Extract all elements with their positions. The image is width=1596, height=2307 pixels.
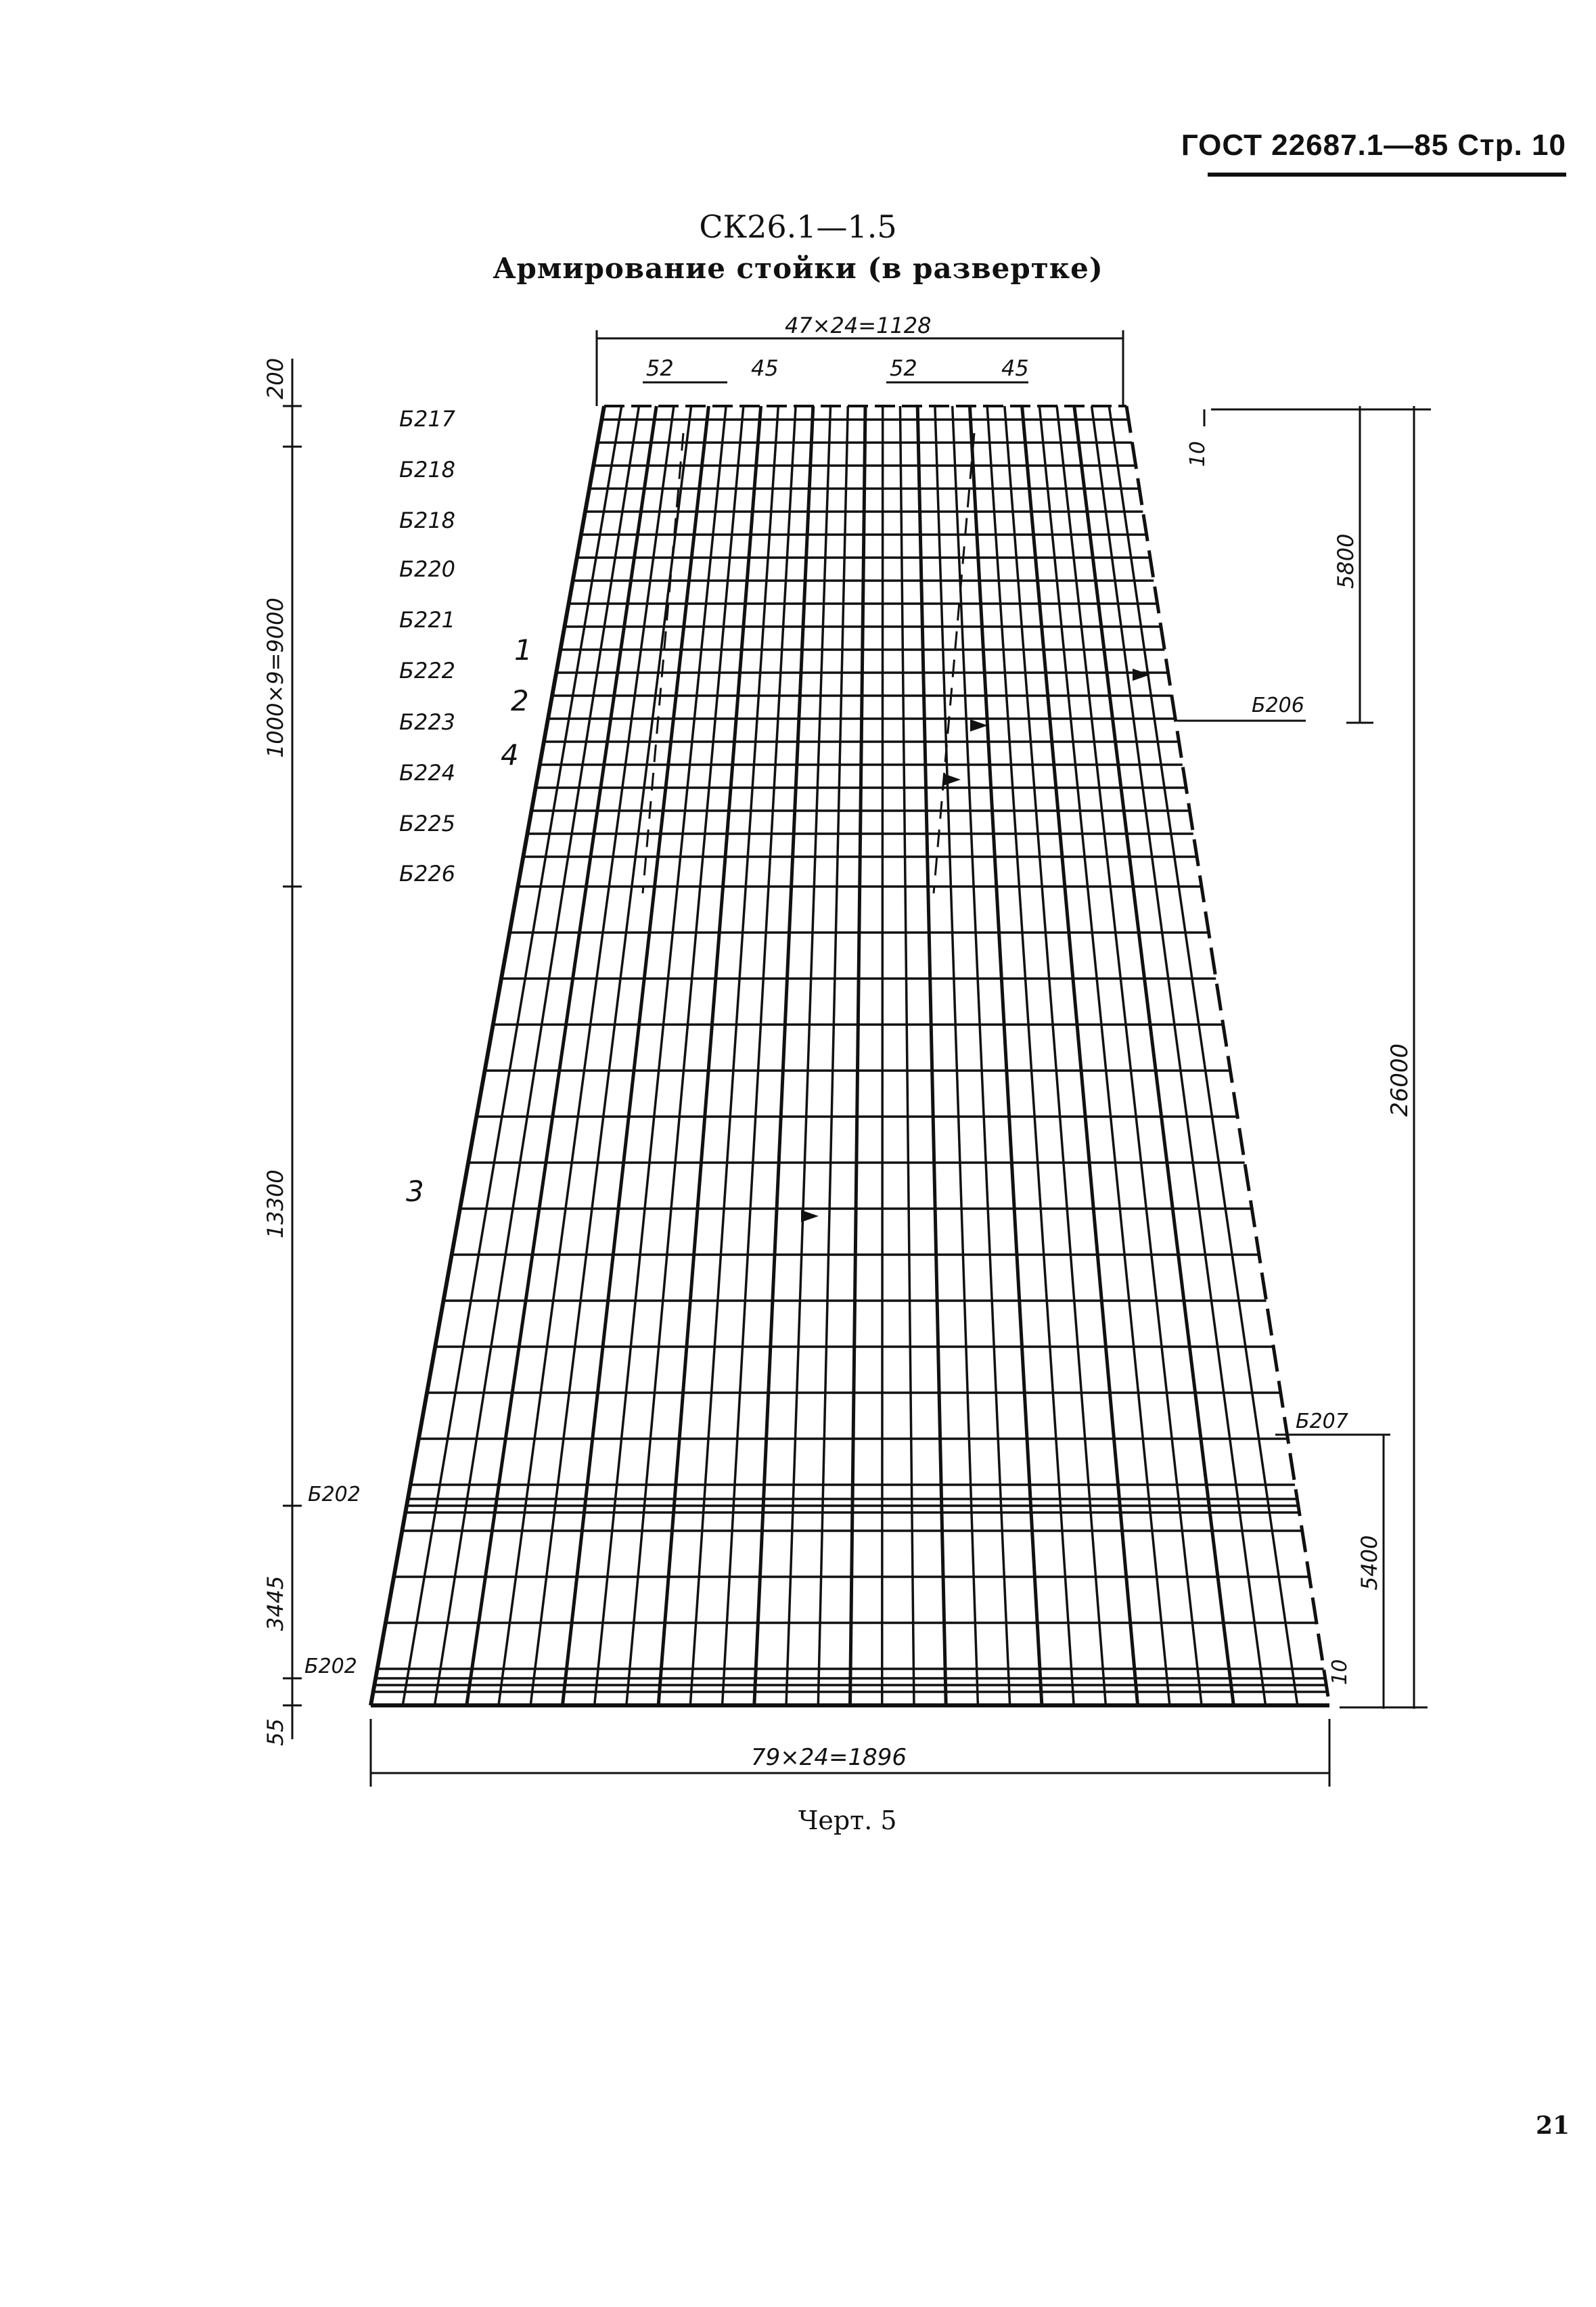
bar-label: Б224 — [399, 760, 456, 786]
lower-label-1: Б202 — [308, 1483, 361, 1506]
drawing-code: СК26.1—1.5 — [699, 208, 897, 245]
longitudinal-bar — [1074, 406, 1234, 1705]
longitudinal-bar — [626, 406, 744, 1705]
right-dim-lower: 5400 — [1356, 1535, 1382, 1590]
longitudinal-bar — [1109, 406, 1298, 1705]
standard-number: ГОСТ 22687.1—85 — [1181, 129, 1449, 162]
longitudinal-bar — [499, 406, 674, 1705]
longitudinal-bar — [882, 406, 883, 1705]
right-label-b206: Б206 — [1252, 694, 1304, 717]
longitudinal-bar — [1005, 406, 1106, 1705]
lower-label-2: Б202 — [304, 1655, 357, 1678]
dim-middle: 13300 — [263, 1169, 288, 1238]
dim-lower: 3445 — [263, 1575, 288, 1631]
stirrup-guide — [934, 433, 974, 893]
top-dim-b2: 45 — [1001, 355, 1029, 381]
right-dim-lower-small: 10 — [1328, 1659, 1352, 1685]
longitudinal-bar — [434, 406, 639, 1705]
drawing-title: Армирование стойки (в развертке) — [493, 252, 1103, 285]
bar-label: Б217 — [399, 406, 456, 432]
longitudinal-bar — [850, 406, 866, 1705]
drawing-caption: Черт. 5 — [798, 1806, 897, 1835]
dim-top: 200 — [263, 357, 288, 399]
longitudinal-bar — [786, 406, 831, 1705]
longitudinal-bar — [1039, 406, 1170, 1705]
callout-1: 1 — [514, 633, 532, 667]
top-dim-b1: 45 — [751, 355, 779, 381]
right-dim-upper: 5800 — [1333, 533, 1359, 589]
right-dim-upper-small: 10 — [1186, 441, 1210, 467]
longitudinal-bar — [403, 406, 622, 1705]
bar-label: Б221 — [399, 607, 456, 633]
bar-label: Б218 — [399, 457, 456, 483]
outline-left — [371, 406, 604, 1705]
bar-label: Б218 — [399, 508, 456, 533]
longitudinal-bar — [818, 406, 848, 1705]
page-label: Стр. 10 — [1457, 129, 1566, 162]
longitudinal-bar — [1022, 406, 1138, 1705]
longitudinal-bar — [595, 406, 726, 1705]
page-number: 21 — [1536, 2111, 1570, 2140]
callout-arrow — [970, 719, 988, 732]
right-label-b207: Б207 — [1296, 1410, 1348, 1433]
bar-label: Б225 — [399, 811, 456, 836]
bar-label: Б220 — [399, 556, 456, 582]
right-dim-total: 26000 — [1386, 1043, 1413, 1117]
callout-2: 2 — [511, 684, 529, 717]
bottom-dim: 79×24=1896 — [751, 1744, 907, 1771]
callout-arrow — [801, 1210, 819, 1222]
bar-label: Б226 — [399, 861, 456, 887]
longitudinal-bar — [530, 406, 691, 1705]
longitudinal-bar — [562, 406, 708, 1705]
longitudinal-bar — [658, 406, 761, 1705]
dim-bottom: 55 — [263, 1718, 288, 1746]
longitudinal-bar — [467, 406, 657, 1705]
longitudinal-bar — [1092, 406, 1266, 1705]
callout-3: 3 — [406, 1175, 424, 1208]
top-dim-a1: 52 — [646, 355, 674, 381]
bar-label: Б223 — [399, 709, 456, 735]
longitudinal-bar — [900, 406, 914, 1705]
bar-label: Б222 — [399, 658, 456, 684]
callout-4: 4 — [501, 738, 519, 771]
dim-upper: 1000×9=9000 — [263, 598, 288, 758]
top-dim-a2: 52 — [890, 355, 917, 381]
callout-arrow — [943, 774, 961, 786]
top-dim-total: 47×24=1128 — [785, 313, 932, 338]
outline-right — [1126, 406, 1329, 1705]
